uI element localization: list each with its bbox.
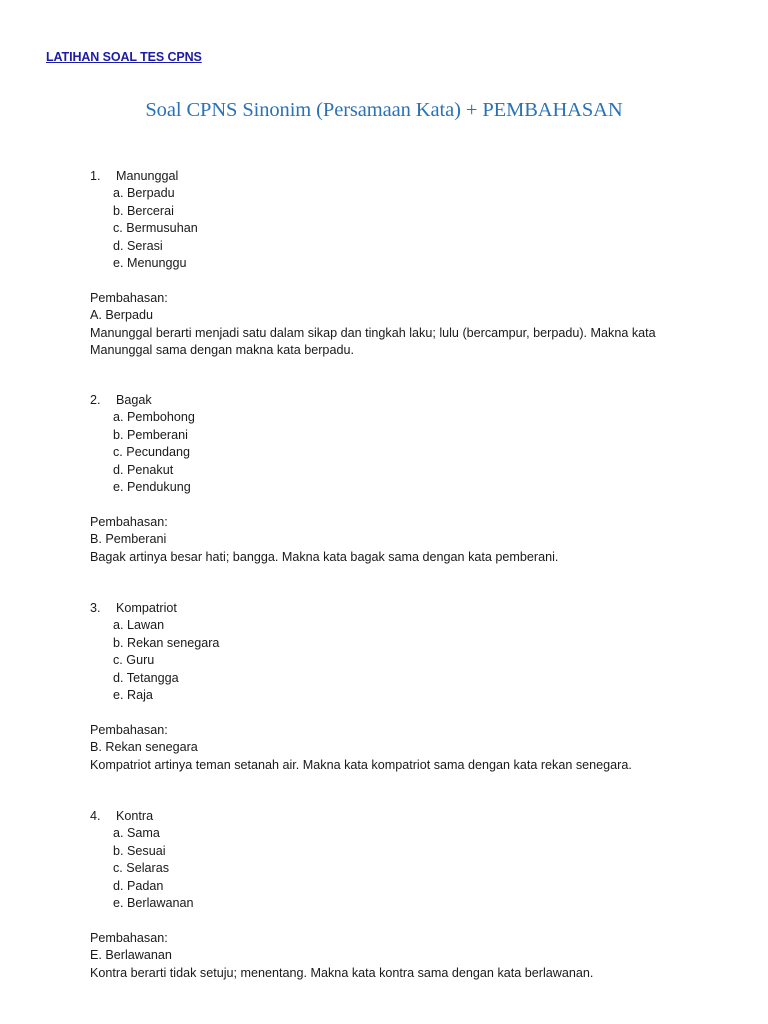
discussion-label: Pembahasan:	[90, 930, 168, 945]
question-number: 4.	[90, 809, 101, 823]
question-2	[90, 392, 730, 566]
option-c: c. Guru	[113, 653, 155, 668]
option-c: c. Pecundang	[113, 445, 191, 460]
question-1	[90, 168, 730, 359]
options-list	[90, 409, 730, 496]
option-b: b. Pemberani	[113, 427, 188, 442]
latihan-soal-link[interactable]: LATIHAN SOAL TES CPNS	[46, 50, 202, 64]
question-number: 1.	[90, 169, 101, 183]
answer-text: B. Pemberani	[90, 532, 167, 547]
discussion-block	[90, 290, 730, 360]
option-a: a. Berpadu	[113, 186, 175, 201]
explanation-line: Manunggal berarti menjadi satu dalam sikap dan tingkah laku; lulu (bercampur, berpadu). Makna kata	[90, 325, 656, 340]
question-word: Kompatriot	[116, 601, 177, 615]
option-d: d. Padan	[113, 878, 164, 893]
option-a: a. Lawan	[113, 618, 165, 633]
answer-text: E. Berlawanan	[90, 948, 172, 963]
question-word: Bagak	[116, 393, 152, 407]
question-word: Manunggal	[116, 169, 179, 183]
discussion-block	[90, 722, 730, 774]
option-d: d. Tetangga	[113, 670, 179, 685]
options-list	[90, 185, 730, 272]
option-b: b. Bercerai	[113, 203, 174, 218]
option-c: c. Selaras	[113, 861, 169, 876]
options-list	[90, 825, 730, 912]
option-d: d. Serasi	[113, 238, 163, 253]
option-e: e. Menunggu	[113, 256, 187, 271]
explanation-line: Kontra berarti tidak setuju; menentang. Makna kata kontra sama dengan kata berlawanan.	[90, 965, 594, 980]
option-e: e. Raja	[113, 688, 153, 703]
option-a: a. Pembohong	[113, 410, 195, 425]
explanation-line: Bagak artinya besar hati; bangga. Makna kata bagak sama dengan kata pemberani.	[90, 549, 559, 564]
page-title: Soal CPNS Sinonim (Persamaan Kata) + PEMBAHASAN	[145, 99, 623, 121]
question-number: 2.	[90, 393, 101, 407]
discussion-label: Pembahasan:	[90, 514, 168, 529]
option-b: b. Sesuai	[113, 843, 166, 858]
question-number: 3.	[90, 601, 101, 615]
options-list	[90, 617, 730, 704]
explanation-line: Kompatriot artinya teman setanah air. Makna kata kompatriot sama dengan kata rekan senegara.	[90, 757, 632, 772]
option-a: a. Sama	[113, 826, 160, 841]
answer-text: A. Berpadu	[90, 308, 154, 323]
question-4	[90, 808, 730, 982]
discussion-block	[90, 514, 730, 566]
option-c: c. Bermusuhan	[113, 221, 198, 236]
option-b: b. Rekan senegara	[113, 635, 220, 650]
option-d: d. Penakut	[113, 462, 174, 477]
answer-text: B. Rekan senegara	[90, 740, 198, 755]
option-e: e. Pendukung	[113, 480, 191, 495]
explanation-line: Manunggal sama dengan makna kata berpadu.	[90, 343, 354, 358]
option-e: e. Berlawanan	[113, 896, 194, 911]
discussion-label: Pembahasan:	[90, 290, 168, 305]
discussion-label: Pembahasan:	[90, 722, 168, 737]
question-word: Kontra	[116, 809, 154, 823]
question-3	[90, 600, 730, 774]
discussion-block	[90, 930, 730, 982]
